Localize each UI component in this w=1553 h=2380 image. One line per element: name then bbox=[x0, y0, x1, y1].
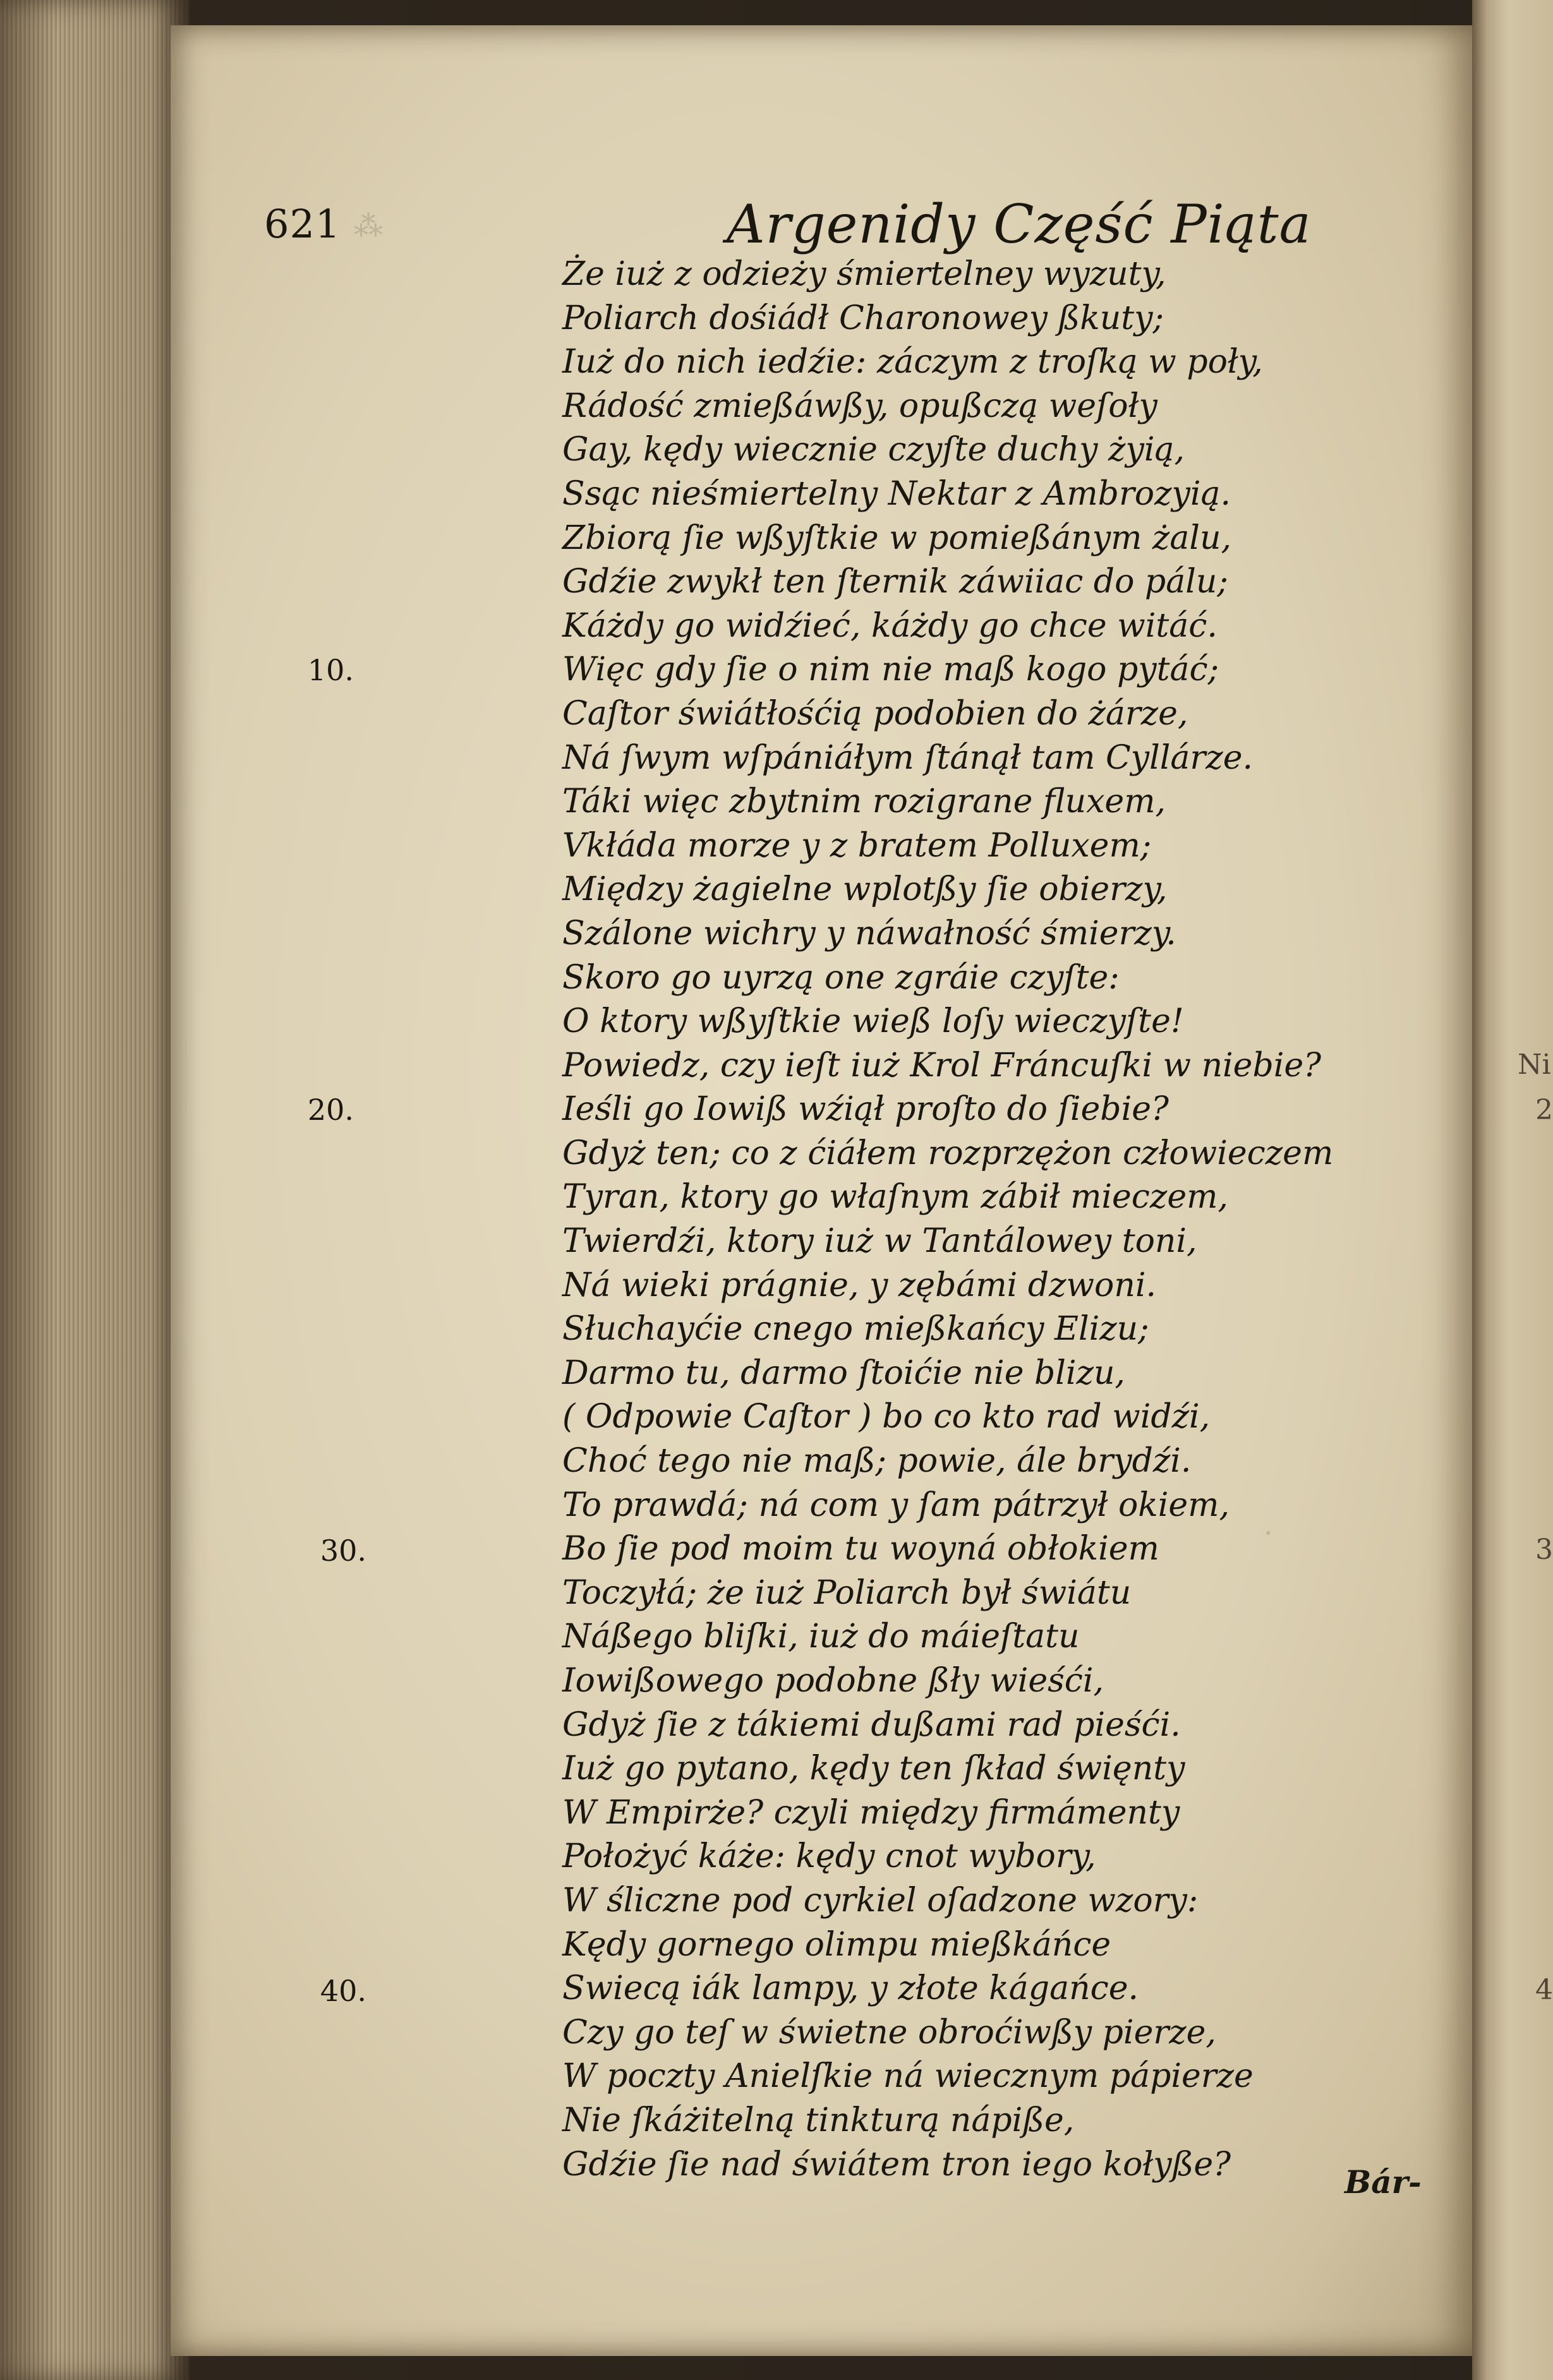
verse-line: To prawdá; ná com y ſam pátrzył okiem, bbox=[562, 1486, 1230, 1524]
verse-line: Położyć káże: kędy cnot wybory, bbox=[562, 1837, 1096, 1876]
verse-line: Poliarch dośiádł Charonowey ßkuty; bbox=[562, 299, 1164, 337]
verse-line: Kędy gornego olimpu mießkáńce bbox=[562, 1925, 1111, 1964]
verse-line: Gdźie zwykł ten ſternik záwiiac do pálu; bbox=[562, 563, 1228, 601]
verse-block bbox=[562, 253, 1384, 2187]
adjacent-page-fragment: 2 bbox=[1535, 1094, 1553, 1126]
verse-line: Nie ſkáżitelną tinkturą nápiße, bbox=[562, 2101, 1075, 2139]
verse-line: ( Odpowie Caſtor ) bo co kto rad widźi, bbox=[562, 1398, 1211, 1436]
book-page-edges bbox=[0, 0, 190, 2380]
verse-line: Słuchayćie cnego mießkańcy Elizu; bbox=[562, 1310, 1149, 1349]
verse-line: Caſtor świátłośćią podobien do żárze, bbox=[562, 694, 1188, 733]
verse-line: Skoro go uyrzą one zgráie czyſte: bbox=[562, 958, 1120, 997]
verse-line: Między żagielne wplotßy ſie obierzy, bbox=[562, 870, 1168, 909]
verse-line: Bo ſie pod moim tu woyná obłokiem bbox=[562, 1530, 1159, 1568]
verse-line: Ná ſwym wſpániáłym ſtánął tam Cyllárze. bbox=[562, 738, 1253, 777]
adjacent-page-fragment: Ni bbox=[1518, 1049, 1551, 1081]
verse-line: Tyran, ktory go właſnym zábił mieczem, bbox=[562, 1178, 1228, 1217]
verse-line: Ssąc nieśmiertelny Nektar z Ambrozyią. bbox=[562, 474, 1231, 513]
line-number: 20. bbox=[307, 1093, 354, 1127]
verse-line: Iuż do nich iedźie: záczym z troſką w poły, bbox=[562, 343, 1263, 382]
verse-line: Czy go teſ w świetne obroćiwßy pierze, bbox=[562, 2013, 1216, 2052]
verse-line: Iowißowego podobne ßły wieśći, bbox=[562, 1662, 1104, 1700]
line-number: 10. bbox=[307, 653, 354, 687]
show-through-mark: · bbox=[1264, 1516, 1273, 1550]
adjacent-page-fragment: 4 bbox=[1535, 1974, 1553, 2006]
adjacent-page-edge bbox=[1472, 0, 1553, 2380]
verse-line: Gay, kędy wiecznie czyſte duchy żyią, bbox=[562, 431, 1185, 469]
verse-line: W śliczne pod cyrkiel oſadzone wzory: bbox=[562, 1881, 1199, 1920]
verse-line: Szálone wichry y náwałność śmierzy. bbox=[562, 914, 1176, 953]
verse-line: Gdźie ſie nad świátem tron iego kołyße? bbox=[562, 2145, 1231, 2184]
verse-line: Darmo tu, darmo ſtoićie nie blizu, bbox=[562, 1354, 1125, 1392]
adjacent-page-fragment: 3 bbox=[1535, 1534, 1553, 1566]
verse-line: W poczty Anielſkie ná wiecznym pápierze bbox=[562, 2057, 1254, 2096]
line-number: 40. bbox=[320, 1974, 366, 2008]
verse-line: Ieśli go Iowiß wźiął proſto do ſiebie? bbox=[562, 1090, 1169, 1129]
verse-line: Gdyż ten; co z ćiáłem rozprzężon człowieczem bbox=[562, 1134, 1334, 1172]
verse-line: W Empirże? czyli między firmámenty bbox=[562, 1793, 1180, 1832]
verse-line: Choć tego nie maß; powie, ále brydźi. bbox=[562, 1442, 1192, 1481]
catchword: Bár- bbox=[1345, 2163, 1422, 2201]
verse-line: Rádość zmießáwßy, opußczą weſoły bbox=[562, 387, 1157, 425]
verse-line: Że iuż z odzieży śmiertelney wyzuty, bbox=[562, 255, 1166, 293]
show-through-mark: ⁂ bbox=[354, 208, 383, 243]
verse-line: Więc gdy ſie o nim nie maß kogo pytáć; bbox=[562, 651, 1219, 689]
page-number: 621 bbox=[264, 201, 341, 247]
verse-line: Gdyż ſie z tákiemi dußami rad pieśći. bbox=[562, 1705, 1181, 1744]
verse-line: Iuż go pytano, kędy ten ſkład święnty bbox=[562, 1750, 1185, 1788]
verse-line: Swiecą iák lampy, y złote kágańce. bbox=[562, 1969, 1139, 2008]
verse-line: Toczyłá; że iuż Poliarch był świátu bbox=[562, 1573, 1132, 1612]
verse-line: Vkłáda morze y z bratem Polluxem; bbox=[562, 826, 1152, 865]
verse-line: Twierdźi, ktory iuż w Tantálowey toni, bbox=[562, 1222, 1197, 1261]
line-number: 30. bbox=[320, 1534, 366, 1568]
verse-line: Ná wieki prágnie, y zębámi dzwoni. bbox=[562, 1266, 1156, 1304]
verse-line: Powiedz, czy ieſt iuż Krol Fráncuſki w niebie? bbox=[562, 1046, 1322, 1085]
verse-line: Táki więc zbytnim rozigrane fluxem, bbox=[562, 783, 1166, 821]
running-head: Argenidy Część Piąta bbox=[727, 193, 1312, 255]
verse-line: Káżdy go widźieć, káżdy go chce witáć. bbox=[562, 606, 1218, 645]
verse-line: O ktory wßyſtkie wieß loſy wieczyſte! bbox=[562, 1002, 1184, 1041]
verse-line: Zbiorą ſie wßyſtkie w pomießánym żalu, bbox=[562, 519, 1231, 557]
verse-line: Náßego bliſki, iuż do máieſtatu bbox=[562, 1618, 1080, 1656]
